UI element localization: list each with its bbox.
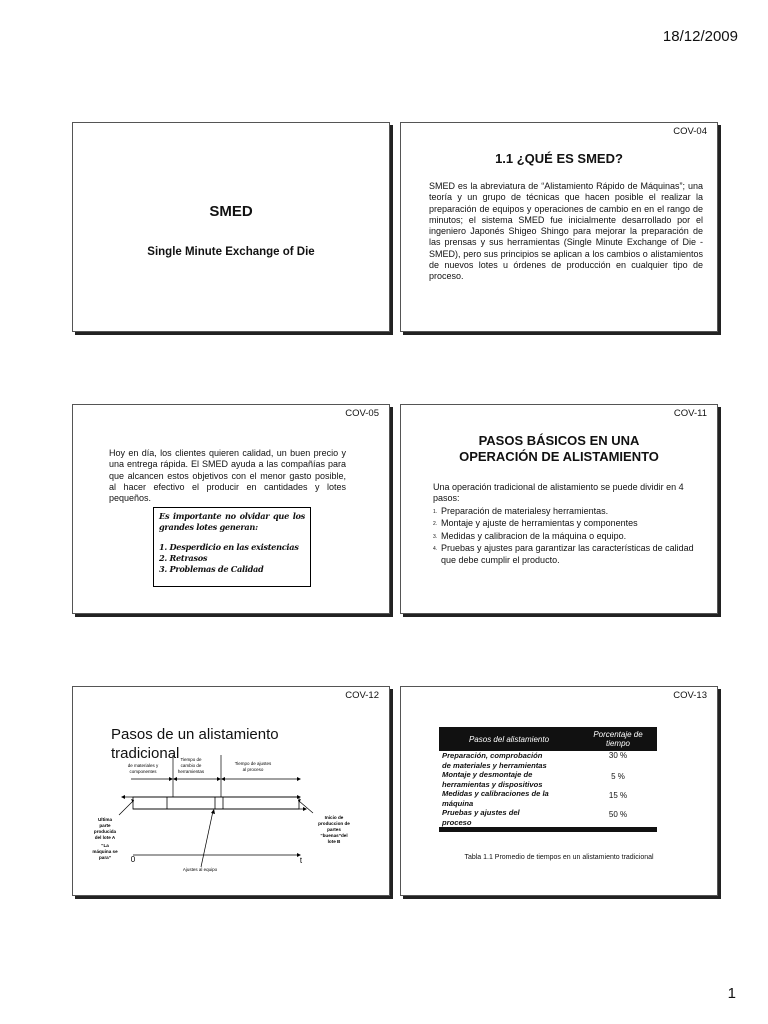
label-inicio-lote-b: partes	[327, 827, 341, 832]
label-ajustes: al proceso	[242, 767, 264, 772]
table-cell: Pruebas y ajustes del proceso	[442, 808, 520, 827]
label-inicio-lote-b: “buenas”del	[320, 833, 348, 838]
slide-title: SMED	[209, 203, 253, 220]
note-item: 3. Problemas de Calidad	[159, 564, 264, 574]
list-item	[433, 505, 709, 517]
note-item: 2. Retrasos	[159, 553, 208, 563]
slide-code: COV-04	[673, 126, 707, 137]
slide-code: COV-05	[345, 408, 379, 419]
column-header-line: Porcentaje de	[593, 730, 643, 739]
table-cell: Montaje y desmontaje de herramientas y dispositivos	[442, 770, 543, 789]
table-row	[439, 770, 657, 789]
title-line: Pasos de un alistamiento	[111, 726, 279, 743]
label-maquina-para: para”	[98, 855, 112, 860]
label-maquina-para: máquina se	[92, 849, 118, 854]
slide-code: COV-13	[673, 690, 707, 701]
list-text: Medidas y calibracion de la máquina o equipo.	[441, 530, 627, 541]
slide-body-text: SMED es la abreviatura de “Alistamiento Rápido de Máquinas”; una teoría y un grupo de técnicas que hacen posible el realizar la preparación de equipos y operaciones de cambio en en el rango de minutos; el sistema SMED fue inicialmente desarrollado por el ingeniero Japonés Shigeo Shingo para mejorar la preparación de las prensas y sus herramientas (Single Minute Exchange of Die - SMED), pero sus principios se aplican a los cambios o alistamientos de nuevos lotes u órdenes de producción en cualquier tipo de proceso.	[429, 181, 703, 282]
column-header-line: tiempo	[605, 739, 630, 748]
label-materiales: de materiales y	[127, 763, 159, 768]
slide-cov05	[72, 404, 390, 614]
table-cell: Preparación, comprobación de materiales y herramientas	[442, 751, 547, 770]
list-text: Preparación de materialesy herramientas.	[441, 506, 609, 516]
table-cell-percent: 50 %	[608, 810, 628, 819]
table-cell-percent: 30 %	[608, 751, 628, 760]
label-cambio: cambio de	[180, 763, 202, 768]
table-cell: Medidas y calibraciones de la máquina	[442, 789, 549, 808]
title-line: PASOS BÁSICOS EN UNA	[478, 433, 640, 448]
note-box	[153, 507, 311, 587]
slide-title: 1.1 ¿QUÉ ES SMED?	[495, 151, 623, 166]
label-cambio: Tiempo de	[180, 757, 202, 762]
column-header: Pasos del alistamiento	[439, 727, 579, 751]
slide-title	[401, 433, 717, 465]
slide-cov04	[400, 122, 718, 332]
table-caption: Tabla 1.1 Promedio de tiempos en un alistamiento tradicional	[464, 854, 654, 861]
slide-cov11	[400, 404, 718, 614]
slide-title	[111, 725, 279, 763]
label-inicio-lote-b: Inicio de	[324, 815, 344, 820]
list-number: 4.	[433, 545, 438, 552]
table-row	[439, 789, 657, 808]
slide-cov12	[72, 686, 390, 896]
slide-subtitle: Single Minute Exchange of Die	[147, 246, 315, 258]
header-date: 18/12/2009	[662, 28, 738, 45]
list-number: 1.	[433, 509, 438, 515]
note-intro: Es importante no olvidar que los grandes lotes generan:	[159, 511, 305, 532]
label-maquina-para: “La	[101, 843, 109, 848]
list-text: Montaje y ajuste de herramientas y componentes	[441, 518, 638, 529]
label-inicio-lote-b: produccion de	[318, 821, 350, 826]
table-footer-bar	[439, 827, 657, 832]
label-materiales: componentes	[129, 769, 157, 774]
table-row	[439, 751, 657, 770]
label-ajustes: Tiempo de ajustes	[234, 761, 272, 766]
table-row	[439, 808, 657, 827]
list-item	[433, 542, 709, 567]
steps-list	[433, 505, 709, 566]
label-ultima-parte: parte	[99, 823, 111, 828]
slide-intro: Una operación tradicional de alistamiento se puede dividir en 4 pasos:	[433, 482, 684, 504]
list-item	[433, 517, 709, 529]
slide-code: COV-11	[673, 408, 707, 419]
list-item	[433, 530, 709, 542]
setup-timeline-diagram	[73, 687, 391, 897]
list-number: 3.	[433, 533, 438, 540]
slide-body-text: Hoy en día, los clientes quieren calidad, un buen precio y una entrega rápida. El SMED ayuda a las compañías para que alcancen estos objetivos con el menor gasto posible, al hacer efectivo el producir en cantidades y lotes pequeños.	[109, 448, 346, 504]
title-line: OPERACIÓN DE ALISTAMIENTO	[459, 449, 659, 464]
setup-time-table	[439, 727, 657, 832]
axis-t-label: t	[299, 856, 303, 865]
slide-code: COV-12	[345, 690, 379, 701]
list-text: Pruebas y ajustes para garantizar las características de calidad que debe cumplir el producto.	[441, 542, 694, 566]
label-inicio-lote-b: lote B	[327, 839, 341, 844]
list-number: 2.	[433, 521, 438, 528]
table-cell-percent: 5 %	[611, 772, 625, 781]
table-header-row	[439, 727, 657, 751]
note-item: 1. Desperdicio en las existencias	[159, 542, 299, 552]
label-ultima-parte: Ultima	[97, 817, 113, 822]
label-cambio: herramientas	[177, 769, 205, 774]
slide-cov13	[400, 686, 718, 896]
title-line: tradicional	[111, 745, 180, 762]
slide-smed-title	[72, 122, 390, 332]
table-cell-percent: 15 %	[608, 791, 628, 800]
label-ultima-parte: del lote A	[94, 835, 116, 840]
page-number: 1	[727, 985, 736, 1002]
label-ajustes-equipo: Ajustes al equipo	[182, 867, 218, 872]
column-header	[579, 727, 657, 751]
label-ultima-parte: producida	[93, 829, 117, 834]
axis-zero-label: 0	[130, 855, 136, 864]
